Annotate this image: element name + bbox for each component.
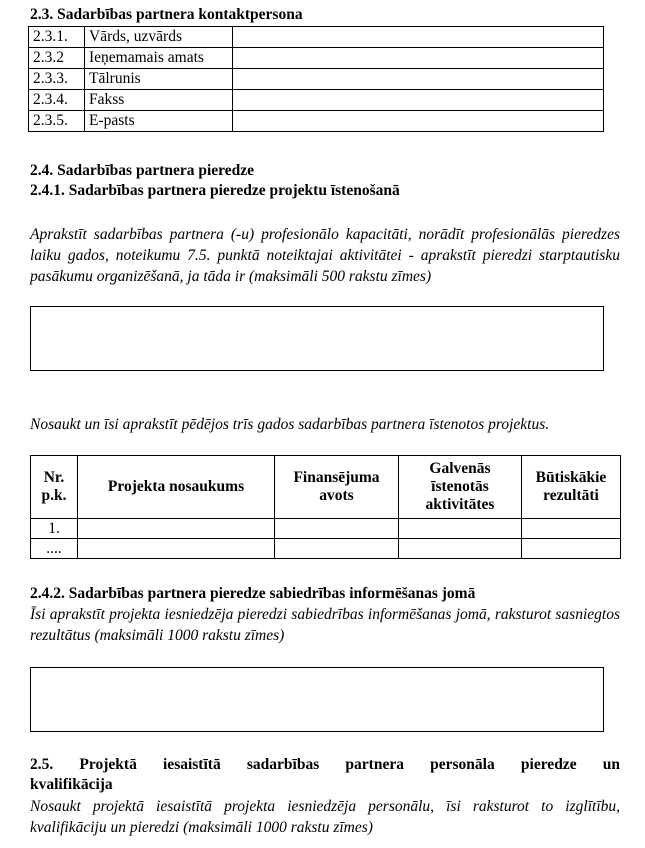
phone-field[interactable] — [233, 69, 604, 90]
email-field[interactable] — [233, 111, 604, 132]
projects-instruction: Nosaukt un īsi aprakstīt pēdējos trīs gados sadarbības partnera īstenotos projektus. — [30, 416, 550, 433]
row-number: 2.3.5. — [29, 111, 85, 132]
staff-heading-continued: kvalifikācija — [30, 776, 113, 793]
table-cell[interactable] — [399, 539, 522, 559]
table-cell[interactable] — [78, 519, 275, 539]
public-info-textbox[interactable] — [30, 667, 604, 732]
table-cell[interactable] — [275, 519, 399, 539]
column-header-project-name: Projekta nosaukums — [78, 456, 275, 519]
row-label: Tālrunis — [85, 69, 233, 90]
table-row — [31, 539, 621, 559]
table-cell[interactable] — [522, 539, 621, 559]
column-header-number: Nr. p.k. — [31, 456, 78, 519]
row-label: Ieņemamais amats — [85, 48, 233, 69]
column-header-funding-source: Finansējuma avots — [275, 456, 399, 519]
projects-table — [30, 455, 621, 559]
public-info-instruction: Īsi aprakstīt projekta iesniedzēja pieredzi sabiedrības informēšanas jomā, raksturot sasniegtos rezultātus (maksimāli 1000 rakstu zīmes) — [30, 606, 620, 644]
row-label: Vārds, uzvārds — [85, 27, 233, 48]
table-header-row — [31, 456, 621, 519]
table-cell: .... — [31, 539, 78, 559]
row-number: 2.3.3. — [29, 69, 85, 90]
contact-table — [28, 26, 604, 132]
experience-instruction: Aprakstīt sadarbības partnera (-u) profesionālo kapacitāti, norādīt profesionālās pieredzes laiku gados, noteikumu 7.5. punktā noteiktajai aktivitātei - aprakstīt pieredzi starptautisku pasākumu organizēšanā, ja tāda ir (maksimāli 500 rakstu zīmes) — [30, 226, 620, 285]
table-cell[interactable] — [522, 519, 621, 539]
contact-heading: 2.3. Sadarbības partnera kontaktpersona — [30, 6, 303, 23]
row-number: 2.3.1. — [29, 27, 85, 48]
position-field[interactable] — [233, 48, 604, 69]
table-row — [29, 27, 604, 48]
project-experience-heading: 2.4.1. Sadarbības partnera pieredze projektu īstenošanā — [30, 182, 400, 199]
public-info-heading: 2.4.2. Sadarbības partnera pieredze sabiedrības informēšanas jomā — [30, 585, 476, 602]
row-label: Fakss — [85, 90, 233, 111]
row-number: 2.3.4. — [29, 90, 85, 111]
row-number: 2.3.2 — [29, 48, 85, 69]
staff-instruction: Nosaukt projektā iesaistītā projekta iesniedzēja personālu, īsi raksturot to izglītību, kvalifikāciju un pieredzi (maksimāli 1000 rakstu zīmes) — [30, 798, 620, 836]
table-row — [29, 111, 604, 132]
row-label: E-pasts — [85, 111, 233, 132]
staff-heading: 2.5. Projektā iesaistītā sadarbības partnera personāla pieredze un — [30, 756, 620, 773]
table-row — [29, 90, 604, 111]
experience-textbox[interactable] — [30, 306, 604, 371]
table-cell[interactable] — [78, 539, 275, 559]
table-row — [31, 519, 621, 539]
table-row — [29, 48, 604, 69]
table-cell: 1. — [31, 519, 78, 539]
table-row — [29, 69, 604, 90]
experience-heading: 2.4. Sadarbības partnera pieredze — [30, 162, 255, 179]
column-header-activities: Galvenās īstenotās aktivitātes — [399, 456, 522, 519]
table-cell[interactable] — [275, 539, 399, 559]
column-header-results: Būtiskākie rezultāti — [522, 456, 621, 519]
name-field[interactable] — [233, 27, 604, 48]
fax-field[interactable] — [233, 90, 604, 111]
table-cell[interactable] — [399, 519, 522, 539]
